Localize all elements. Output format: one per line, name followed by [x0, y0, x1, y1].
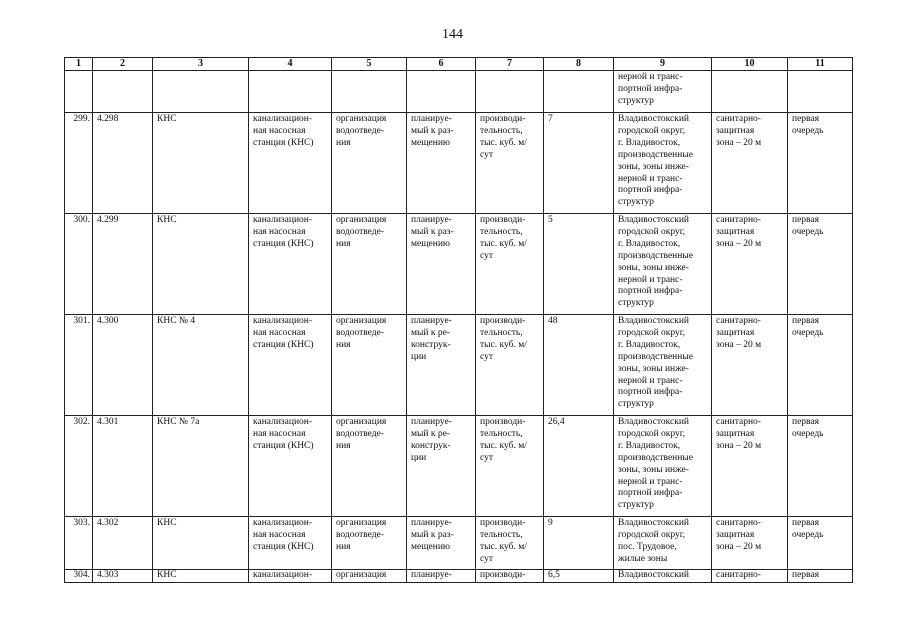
header-cell: 2: [93, 58, 153, 71]
table-cell: санитарно- защитная зона – 20 м: [712, 517, 788, 570]
table-cell: 302.: [65, 416, 93, 517]
table-cell: 7: [544, 113, 614, 214]
table-cell: КНС № 4: [153, 315, 249, 416]
table-cell: Владивостокский: [614, 570, 712, 583]
table-cell: 301.: [65, 315, 93, 416]
table-row: [65, 214, 853, 315]
table-cell: производи- тельность, тыс. куб. м/ сут: [476, 517, 544, 570]
table-cell: 26,4: [544, 416, 614, 517]
table-cell: организация: [332, 570, 407, 583]
table-cell: санитарно- защитная зона – 20 м: [712, 113, 788, 214]
table-cell: канализацион- ная насосная станция (КНС): [249, 416, 332, 517]
table-cell: организация водоотведе- ния: [332, 214, 407, 315]
table-cell: санитарно- защитная зона – 20 м: [712, 214, 788, 315]
table-cell: [93, 71, 153, 113]
table-cell: первая очередь: [788, 315, 853, 416]
table-cell: 299.: [65, 113, 93, 214]
table-cell: 4.299: [93, 214, 153, 315]
table-cell: [65, 71, 93, 113]
table-cell: организация водоотведе- ния: [332, 315, 407, 416]
table-cell: планируе- мый к ре- конструк- ции: [407, 416, 476, 517]
table-cell: [544, 71, 614, 113]
table-cell: нерной и транс- портной инфра- структур: [614, 71, 712, 113]
table-cell: 6,5: [544, 570, 614, 583]
table-cell: [407, 71, 476, 113]
header-cell: 5: [332, 58, 407, 71]
table-cell: 5: [544, 214, 614, 315]
table-cell: первая: [788, 570, 853, 583]
table-cell: санитарно- защитная зона – 20 м: [712, 416, 788, 517]
table-cell: КНС № 7а: [153, 416, 249, 517]
table-cell: планируе- мый к раз- мещению: [407, 113, 476, 214]
table-cell: канализацион- ная насосная станция (КНС): [249, 214, 332, 315]
table-cell: первая очередь: [788, 517, 853, 570]
table-cell: 4.303: [93, 570, 153, 583]
table-cell: КНС: [153, 570, 249, 583]
continuation-row: [65, 71, 853, 113]
table-cell: 4.302: [93, 517, 153, 570]
data-table: [64, 57, 853, 583]
table-cell: производи- тельность, тыс. куб. м/ сут: [476, 113, 544, 214]
table-cell: планируе- мый к раз- мещению: [407, 214, 476, 315]
table-cell: санитарно-: [712, 570, 788, 583]
table-cell: Владивостокский городской округ, г. Владивосток, производственные зоны, зоны инже- нерной и транс- портной инфра- структур: [614, 113, 712, 214]
table-cell: канализацион- ная насосная станция (КНС): [249, 315, 332, 416]
page-number: 144: [442, 27, 463, 42]
table-cell: 48: [544, 315, 614, 416]
table-cell: 300.: [65, 214, 93, 315]
table-cell: 4.300: [93, 315, 153, 416]
table-cell: планируе- мый к раз- мещению: [407, 517, 476, 570]
header-cell: 10: [712, 58, 788, 71]
header-row: [65, 58, 853, 71]
table-cell: первая очередь: [788, 416, 853, 517]
table-cell: [332, 71, 407, 113]
table-cell: канализацион-: [249, 570, 332, 583]
table-cell: 9: [544, 517, 614, 570]
table-cell: КНС: [153, 113, 249, 214]
table-cell: первая очередь: [788, 113, 853, 214]
header-cell: 7: [476, 58, 544, 71]
table-cell: 4.301: [93, 416, 153, 517]
header-cell: 6: [407, 58, 476, 71]
table-cell: организация водоотведе- ния: [332, 517, 407, 570]
table-cell: производи- тельность, тыс. куб. м/ сут: [476, 214, 544, 315]
table-cell: первая очередь: [788, 214, 853, 315]
header-cell: 4: [249, 58, 332, 71]
table-cell: Владивостокский городской округ, г. Владивосток, производственные зоны, зоны инже- нерной и транс- портной инфра- структур: [614, 214, 712, 315]
table-cell: [788, 71, 853, 113]
table-cell: Владивостокский городской округ, пос. Трудовое, жилые зоны: [614, 517, 712, 570]
table-cell: КНС: [153, 214, 249, 315]
table-cell: КНС: [153, 517, 249, 570]
table-cell: планируе- мый к ре- конструк- ции: [407, 315, 476, 416]
table-cell: производи-: [476, 570, 544, 583]
table-cell: санитарно- защитная зона – 20 м: [712, 315, 788, 416]
table-cell: [153, 71, 249, 113]
table-cell: канализацион- ная насосная станция (КНС): [249, 113, 332, 214]
table-cell: канализацион- ная насосная станция (КНС): [249, 517, 332, 570]
header-cell: 1: [65, 58, 93, 71]
table-cell: Владивостокский городской округ, г. Владивосток, производственные зоны, зоны инже- нерной и транс- портной инфра- структур: [614, 416, 712, 517]
table-row: [65, 113, 853, 214]
table-row: [65, 416, 853, 517]
table-cell: 303.: [65, 517, 93, 570]
table-cell: производи- тельность, тыс. куб. м/ сут: [476, 315, 544, 416]
table-cell: Владивостокский городской округ, г. Владивосток, производственные зоны, зоны инже- нерной и транс- портной инфра- структур: [614, 315, 712, 416]
header-cell: 3: [153, 58, 249, 71]
table-cell: 4.298: [93, 113, 153, 214]
table-cell: планируе-: [407, 570, 476, 583]
table-row: [65, 570, 853, 583]
table-cell: организация водоотведе- ния: [332, 113, 407, 214]
table-cell: организация водоотведе- ния: [332, 416, 407, 517]
table-cell: [476, 71, 544, 113]
header-cell: 11: [788, 58, 853, 71]
table-row: [65, 517, 853, 570]
table-row: [65, 315, 853, 416]
header-cell: 8: [544, 58, 614, 71]
header-cell: 9: [614, 58, 712, 71]
table-cell: 304.: [65, 570, 93, 583]
table-cell: [249, 71, 332, 113]
table-cell: [712, 71, 788, 113]
table-cell: производи- тельность, тыс. куб. м/ сут: [476, 416, 544, 517]
